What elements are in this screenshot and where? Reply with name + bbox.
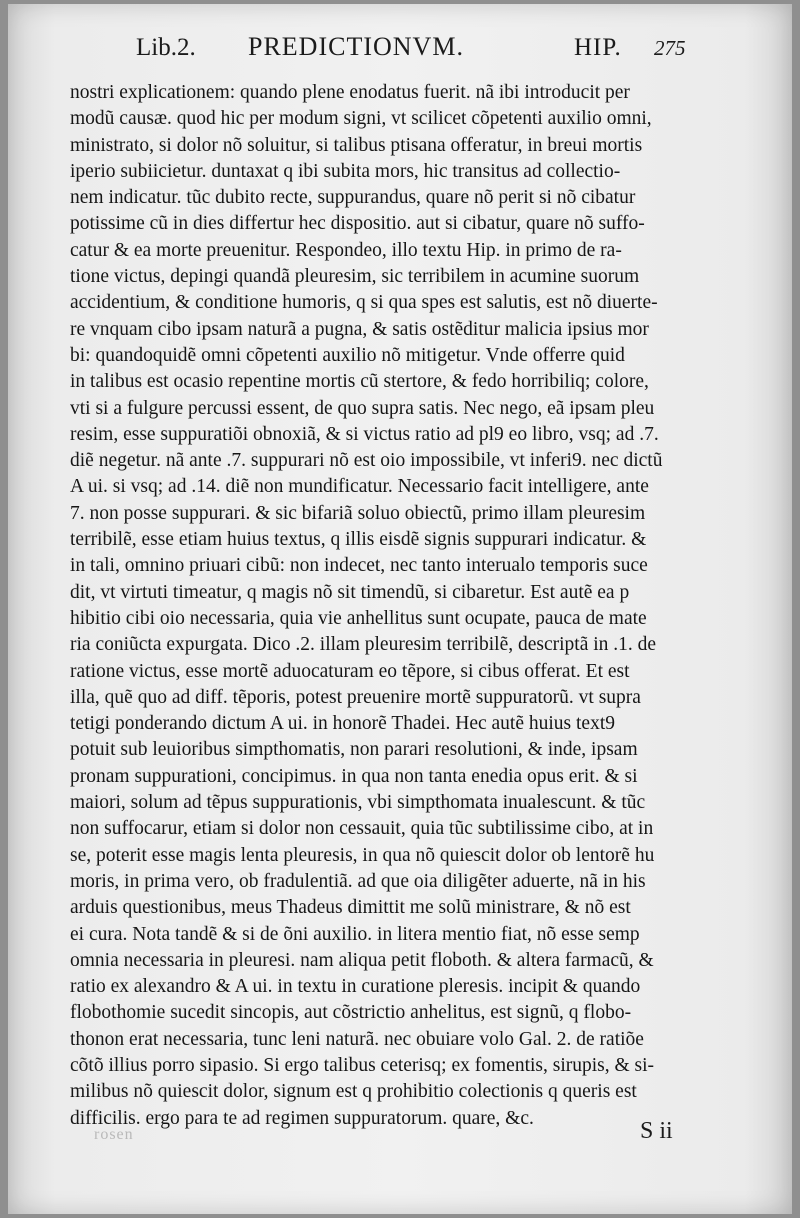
book-page: [8, 4, 792, 1214]
text-line: tetigi ponderando dictum A ui. in honorẽ Thadei. Hec autẽ huius text9: [70, 713, 615, 735]
text-line: ratio ex alexandro & A ui. in textu in curatione pleresis. incipit & quando: [70, 976, 641, 998]
text-line: maiori, solum ad tẽpus suppurationis, vbi simpthomata inualescunt. & tũc: [70, 792, 646, 814]
text-line: modũ causæ. quod hic per modum signi, vt scilicet cõpetenti auxilio omni,: [70, 108, 652, 130]
running-header: [66, 32, 746, 68]
text-line: potuit sub leuioribus simpthomatis, non parari resolutioni, & inde, ipsam: [70, 739, 638, 761]
text-line: se, poterit esse magis lenta pleuresis, in qua nõ quiescit dolor ob lentorẽ hu: [70, 844, 655, 866]
text-line: re vnquam cibo ipsam naturã a pugna, & satis ostẽditur malicia ipsius mor: [70, 318, 649, 340]
text-line: hibitio cibi oio necessaria, quia vie anhellitus sunt ocupate, pauca de mate: [70, 607, 647, 629]
text-line: bi: quandoquidẽ omni cõpetenti auxilio nõ mitigetur. Vnde offerre quid: [70, 344, 625, 366]
running-title: PREDICTIONVM.: [248, 32, 464, 61]
text-line: moris, in prima vero, ob fradulentiã. ad que oia diligẽter aduerte, nã in his: [70, 870, 646, 892]
text-line: difficilis. ergo para te ad regimen suppuratorum. quare, &c.: [70, 1107, 534, 1129]
text-line: flobothomie sucedit sincopis, aut cõstrictio anhelitus, est signũ, q flobo-: [70, 1002, 632, 1024]
book-number: Lib.2.: [136, 34, 196, 61]
text-line: ratione victus, esse mortẽ aduocaturam eo tẽpore, si cibus offerat. Et est: [70, 660, 630, 682]
text-line: nem indicatur. tũc dubito recte, suppurandus, quare nõ perit si nõ cibatur: [70, 187, 636, 209]
text-line: cõtõ illius porro sipasio. Si ergo talibus ceterisq; ex fomentis, sirupis, & si-: [70, 1054, 655, 1076]
text-line: nostri explicationem: quando plene enodatus fuerit. nã ibi introducit per: [70, 82, 630, 103]
text-line: 7. non posse suppurari. & sic bifariã soluo obiectũ, primo illam pleuresim: [70, 502, 646, 524]
text-line: illa, quẽ quo ad diff. tẽporis, potest preuenire mortẽ suppuratorũ. vt supra: [70, 686, 641, 708]
text-line: A ui. si vsq; ad .14. diẽ non mundificatur. Necessario facit intelligere, ante: [70, 476, 649, 498]
text-line: omnia necessaria in pleuresi. nam aliqua petit floboth. & altera farmacũ, &: [70, 949, 654, 971]
text-line: ei cura. Nota tandẽ & si de õni auxilio. in litera mentio fiat, nõ esse semp: [70, 923, 640, 945]
bleed-through-text: rosen: [94, 1126, 134, 1143]
text-line: tione victus, depingi quandã pleuresim, sic terribilem in acumine suorum: [70, 266, 640, 288]
text-line: accidentium, & conditione humoris, q si qua spes est salutis, est nõ diuerte-: [70, 292, 658, 314]
text-line: ministrato, si dolor nõ soluitur, si talibus ptisana offeratur, in breui mortis: [70, 134, 643, 156]
text-line: ria coniũcta expurgata. Dico .2. illam pleuresim terribilẽ, descriptã in .1. de: [70, 634, 657, 656]
body-text: [70, 80, 730, 1132]
text-line: terribilẽ, esse etiam huius textus, q illis eisdẽ signis suppurari indicatur. &: [70, 529, 647, 551]
text-line: vti si a fulgure percussi essent, de quo supra satis. Nec nego, eã ipsam pleu: [70, 397, 655, 419]
text-line: arduis questionibus, meus Thadeus dimittit me solũ ministrare, & nõ est: [70, 897, 631, 919]
text-line: in talibus est ocasio repentine mortis cũ stertore, & fedo horribiliq; colore,: [70, 371, 649, 393]
text-line: diẽ negetur. nã ante .7. suppurari nõ est oio impossibile, vt inferi9. nec dictũ: [70, 450, 663, 472]
text-line: resim, esse suppuratiõi obnoxiã, & si victus ratio ad pl9 eo libro, vsq; ad .7.: [70, 423, 659, 445]
text-line: potissime cũ in dies differtur hec dispositio. aut si cibatur, quare nõ suffo-: [70, 213, 645, 235]
text-line: dit, vt virtuti timeatur, q magis nõ sit timendũ, si cibaretur. Est autẽ ea p: [70, 581, 630, 603]
text-line: catur & ea morte preuenitur. Respondeo, illo textu Hip. in primo de ra-: [70, 239, 622, 261]
page-number: 275: [654, 36, 686, 60]
text-line: in tali, omnino priuari cibũ: non indecet, nec tanto interualo temporis suce: [70, 555, 648, 577]
text-line: iperio subiicietur. duntaxat q ibi subita mors, hic transitus ad collectio-: [70, 160, 621, 182]
text-line: milibus nõ quiescit dolor, signum est q prohibitio colectionis q queris est: [70, 1081, 637, 1103]
author-abbreviation: HIP.: [574, 34, 622, 61]
text-line: thonon erat necessaria, tunc leni naturã. nec obuiare volo Gal. 2. de ratiõe: [70, 1028, 644, 1050]
signature-mark: S ii: [640, 1118, 673, 1144]
text-line: pronam suppurationi, concipimus. in qua non tanta enedia opus erit. & si: [70, 765, 638, 787]
text-line: non suffocarur, etiam si dolor non cessauit, quia tũc subtilissime cibo, at in: [70, 818, 654, 840]
